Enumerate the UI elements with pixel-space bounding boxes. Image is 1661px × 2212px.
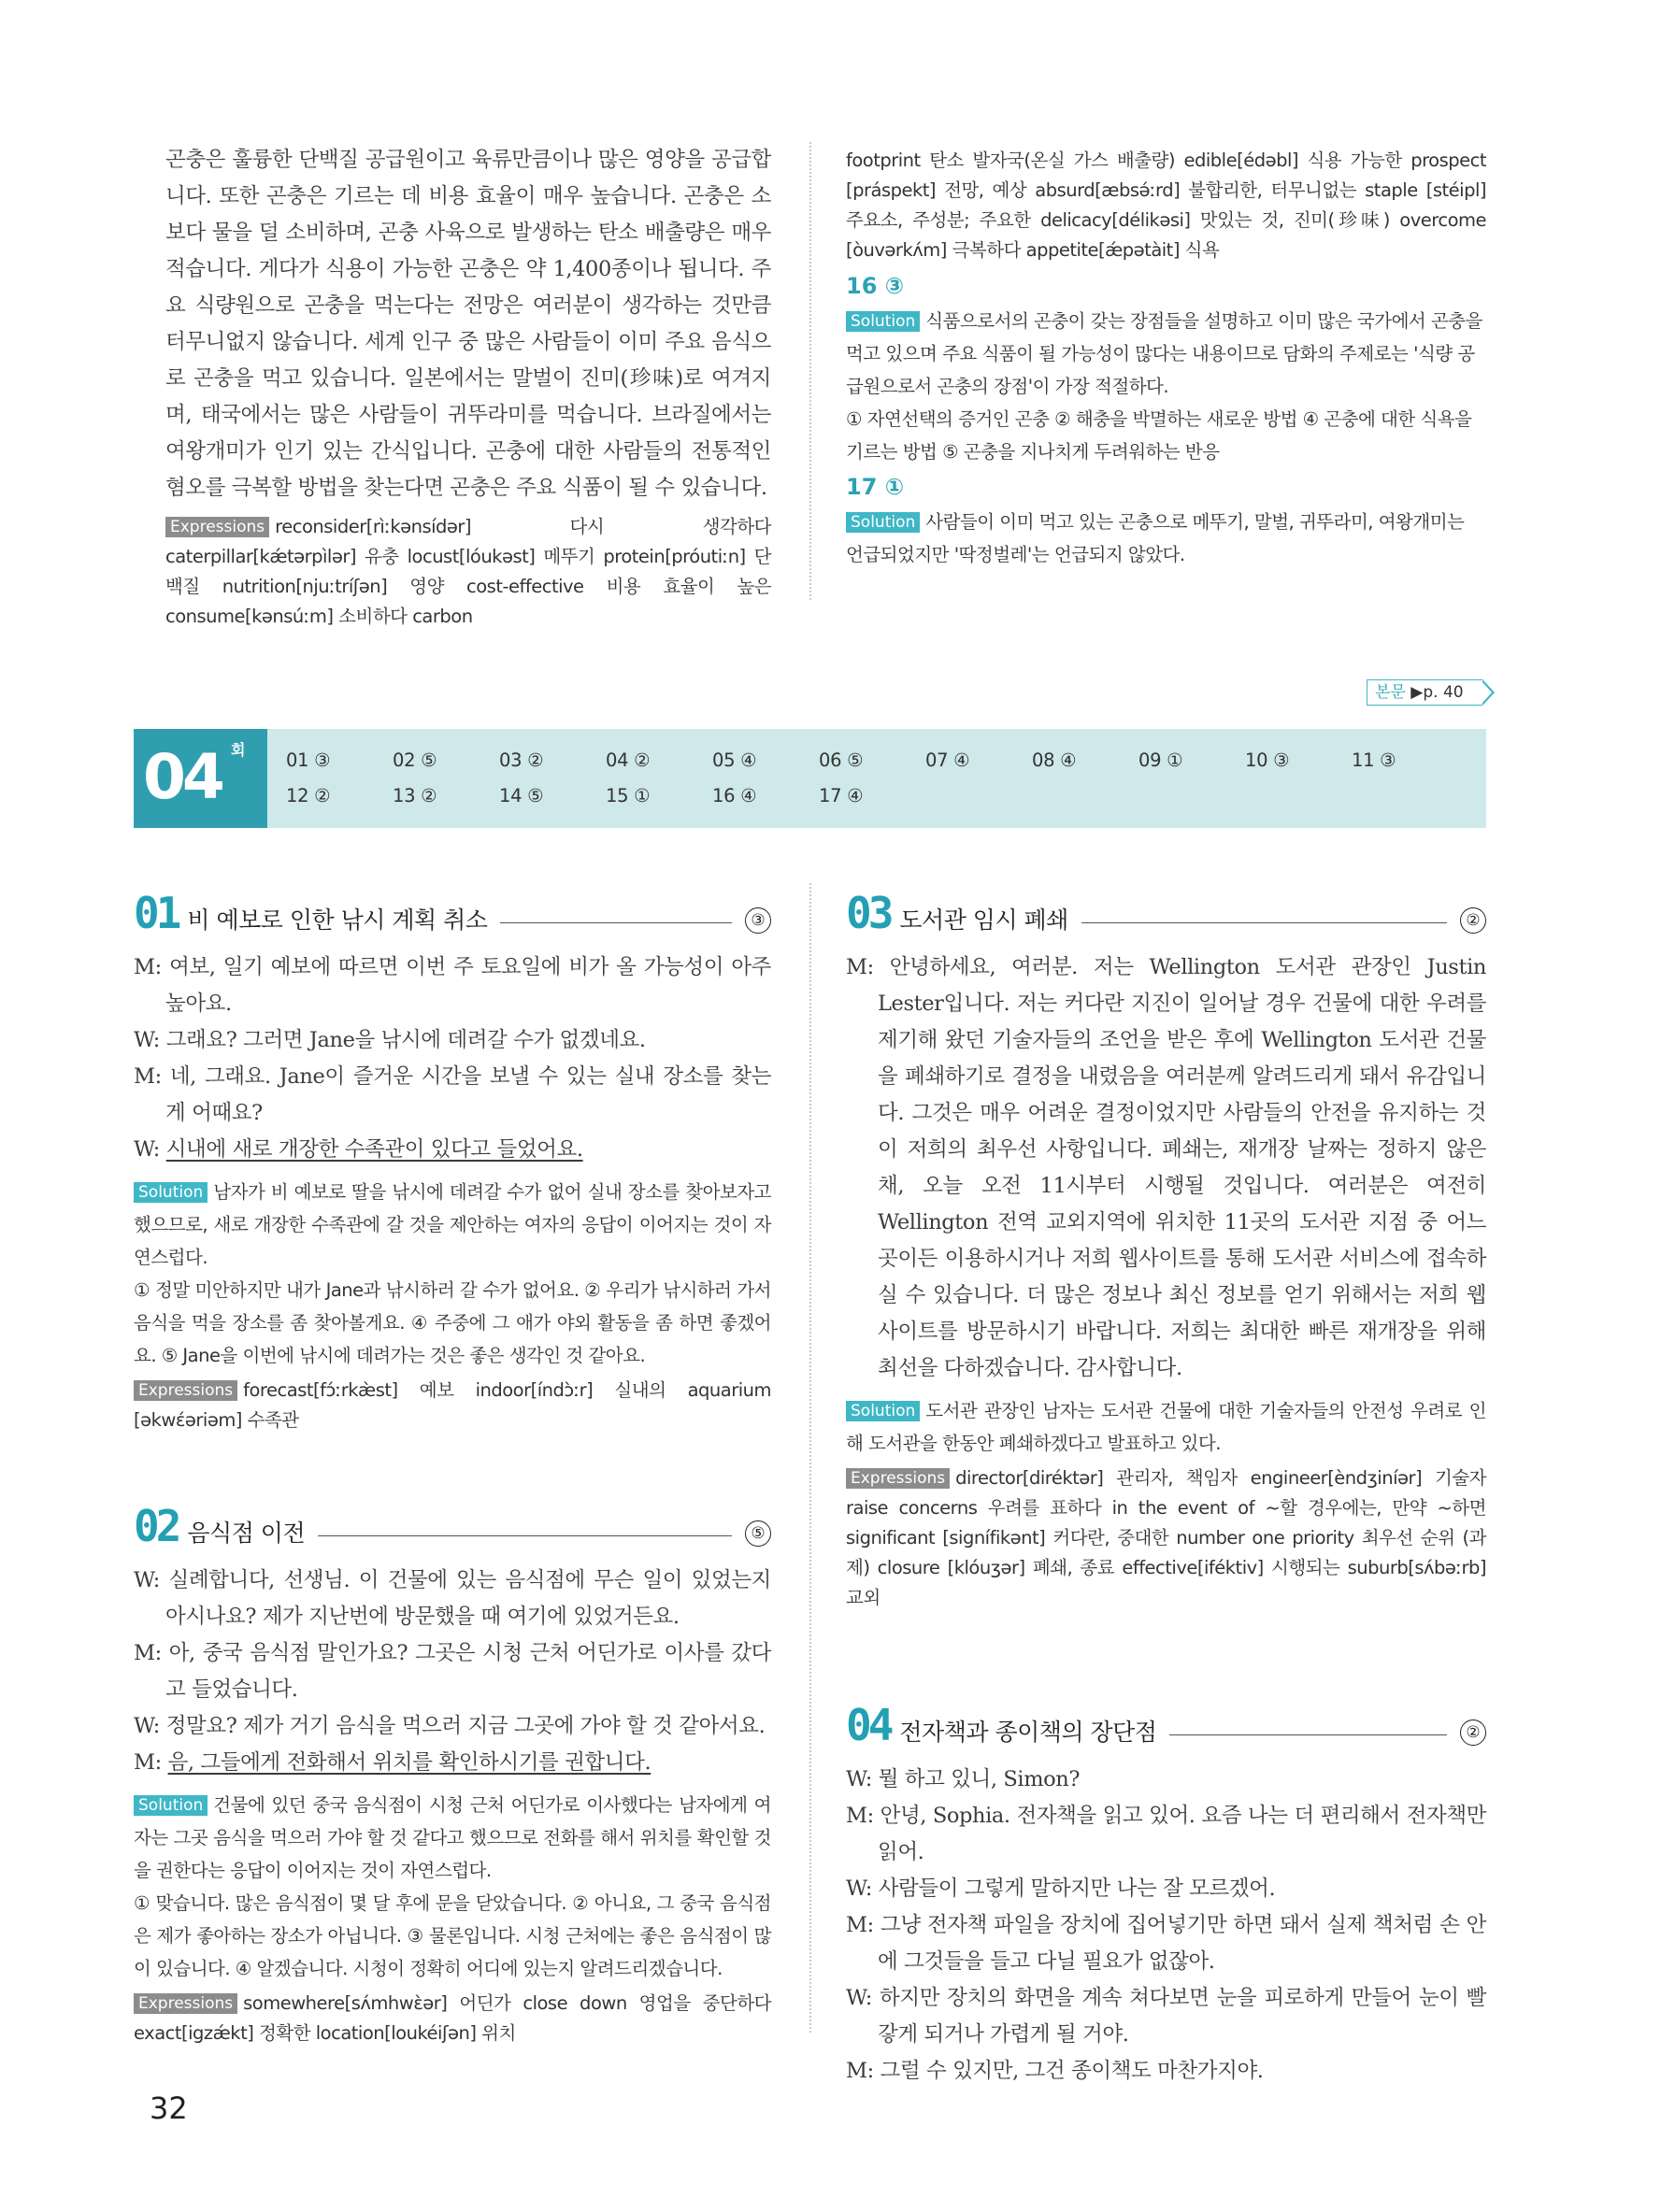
section-title: 비 예보로 인한 낚시 계획 취소 [187, 906, 488, 934]
section-03-body [846, 949, 1486, 1613]
section-01-body [134, 949, 771, 1435]
test-number: 04 [143, 741, 222, 813]
dialog-line: M: 여보, 일기 예보에 따르면 이번 주 토요일에 비가 올 가능성이 아주 높아요. [134, 955, 771, 1016]
solution-block [846, 1394, 1486, 1460]
dialog-line [134, 1745, 771, 1781]
dialog-line: M: 안녕, Sophia. 전자책을 읽고 있어. 요즘 나는 더 편리해서 전자책만 읽어. [846, 1804, 1486, 1864]
answer-item: 10 ③ [1245, 749, 1290, 771]
answer-item: 08 ④ [1032, 749, 1077, 771]
section-03-header [846, 882, 1486, 938]
expressions-block [165, 512, 771, 632]
section-04-header [846, 1694, 1486, 1750]
expressions-text: somewhere[sʌ́mhwɛ̀ər] 어딘가 close down 영업을 중단하다 exact[igzǽkt] 정확한 location[loukéiʃən] 위치 [134, 1992, 771, 2044]
section-02-header [134, 1495, 771, 1551]
top-right-column [846, 146, 1486, 571]
q17-solution [846, 506, 1486, 571]
answer-line: 시내에 새로 개장한 수족관이 있다고 들었어요. [165, 1137, 583, 1162]
options-block: ① 정말 미안하지만 내가 Jane과 낚시하러 갈 수가 없어요. ② 우리가 낚시하러 가서 음식을 먹을 장소를 좀 찾아볼게요. ④ 주중에 그 애가 야외 활동을 좀 하면 좋겠어요. ⑤ Jane을 이번에 낚시에 데려가는 것은 좋은 생각인 것 같아요. [134, 1279, 771, 1366]
solution-label: Solution [846, 512, 920, 533]
expressions-label: Expressions [165, 517, 269, 537]
solution-label: Solution [846, 1401, 920, 1421]
answer-item: 15 ① [606, 785, 651, 806]
dialog-line: W: 하지만 장치의 화면을 계속 쳐다보면 눈을 피로하게 만들어 눈이 빨갛게 되거나 가렵게 될 거야. [846, 1986, 1486, 2047]
answer-line: 음, 그들에게 전화해서 위치를 확인하시기를 권합니다. [167, 1750, 652, 1775]
dialog-speaker: M: [134, 1750, 168, 1775]
answer-item: 07 ④ [925, 749, 970, 771]
options-block: ① 맞습니다. 많은 음식점이 몇 달 후에 문을 닫았습니다. ② 아니요, 그 중국 음식점은 제가 좋아하는 장소가 아닙니다. ③ 물론입니다. 시청 근처에는 좋은 음식점이 많이 있습니다. ④ 알겠습니다. 시청이 정확히 어디에 있는지 알려드리겠습니다. [134, 1892, 771, 1979]
answer-key-banner [134, 729, 1486, 828]
test-number-suffix: 회 [231, 741, 246, 759]
section-rule [500, 922, 732, 923]
answer-item: 01 ③ [286, 749, 331, 771]
section-rule [318, 1535, 732, 1536]
section-rule [1081, 922, 1447, 923]
expressions-text: director[diréktər] 관리자, 책임자 engineer[èndʒiníər] 기술자 raise concerns 우려를 표하다 in the event of ~할 경우에는, 만약 ~하면 significant [signífikənt] 커다란, 중대한 number one priority 최우선 순위 (과제) closure [klóuʒər] 폐쇄, 종료 effective[iféktiv] 시행되는 suburb[sʌ́bəːrb] 교외 [846, 1467, 1486, 1608]
answer-item: 06 ⑤ [819, 749, 864, 771]
solution-label: Solution [134, 1795, 208, 1816]
dialog-line: W: 그래요? 그러면 Jane을 낚시에 데려갈 수가 없겠네요. [134, 1028, 646, 1052]
dialog-line: M: 그럴 수 있지만, 그건 종이책도 마찬가지야. [846, 2059, 1264, 2083]
solution-text: 남자가 비 예보로 딸을 낚시에 데려갈 수가 없어 실내 장소를 찾아보자고 했으므로, 새로 개장한 수족관에 갈 것을 제안하는 여자의 응답이 이어지는 것이 자연스럽다. [134, 1181, 771, 1268]
vocab-block: footprint 탄소 발자국(온실 가스 배출량) edible[édəbl] 식용 가능한 prospect [práspekt] 전망, 예상 absurd[æbsə́ːrd] 불합리한, 터무니없는 staple [stéipl] 주요소, 주성분; 주요한 delicacy[délikəsi] 맛있는 것, 진미(珍味) overcome [òuvərkʌ́m] 극복하다 appetite[ǽpətàit] 식욕 [846, 150, 1486, 261]
section-answer: ② [1460, 1720, 1486, 1746]
expressions-block [846, 1463, 1486, 1613]
test-number-badge [134, 729, 267, 828]
section-number: 03 [846, 888, 891, 938]
solution-text: 도서관 관장인 남자는 도서관 건물에 대한 기술자들의 안전성 우려로 인해 도서관을 한동안 폐쇄하겠다고 발표하고 있다. [846, 1400, 1486, 1454]
dialog-line: W: 정말요? 제가 거기 음식을 먹으러 지금 그곳에 가야 할 것 같아서요. [134, 1714, 766, 1738]
section-01-header [134, 882, 771, 938]
q17-number: 17 ① [846, 474, 905, 500]
section-number: 01 [134, 888, 179, 938]
answer-item: 16 ④ [712, 785, 757, 806]
dialog-line: W: 뭘 하고 있니, Simon? [846, 1767, 1081, 1791]
section-rule [1169, 1734, 1447, 1735]
answer-item: 09 ① [1138, 749, 1183, 771]
answer-item: 12 ② [286, 785, 331, 806]
answer-item: 03 ② [499, 749, 544, 771]
expressions-label: Expressions [134, 1380, 237, 1401]
page-reference-page: ▶p. 40 [1410, 683, 1464, 702]
section-answer: ⑤ [745, 1520, 771, 1547]
expressions-block [134, 1989, 771, 2048]
section-title: 음식점 이전 [187, 1520, 306, 1547]
top-left-column [165, 142, 771, 632]
section-02-body [134, 1563, 771, 2048]
section-answer: ② [1460, 907, 1486, 934]
section-04-body [846, 1762, 1486, 2090]
section-number: 02 [134, 1501, 179, 1551]
page-number: 32 [150, 2091, 188, 2126]
page-reference-label: 본문 [1375, 683, 1406, 702]
dialog-line: M: 아, 중국 음식점 말인가요? 그곳은 시청 근처 어딘가로 이사를 갔다고 들었습니다. [134, 1641, 771, 1702]
answer-item: 14 ⑤ [499, 785, 544, 806]
solution-label: Solution [134, 1182, 208, 1203]
dialog-line: M: 네, 그래요. Jane이 즐거운 시간을 보낼 수 있는 실내 장소를 찾는 게 어때요? [134, 1064, 771, 1125]
dialog-line: M: 그냥 전자책 파일을 장치에 집어넣기만 하면 돼서 실제 책처럼 손 안에 그것들을 들고 다닐 필요가 없잖아. [846, 1913, 1486, 1974]
solution-text: 건물에 있던 중국 음식점이 시청 근처 어딘가로 이사했다는 남자에게 여자는 그곳 음식을 먹으러 가야 할 것 같다고 했으므로 전화를 해서 위치를 확인할 것을 권한다는 응답이 이어지는 것이 자연스럽다. [134, 1794, 771, 1881]
expressions-label: Expressions [846, 1468, 950, 1489]
answer-item: 13 ② [393, 785, 437, 806]
dialog-line [134, 1132, 771, 1168]
section-title: 전자책과 종이책의 장단점 [899, 1719, 1157, 1746]
solution-block [134, 1176, 771, 1274]
answer-item: 17 ④ [819, 785, 864, 806]
column-divider-top [809, 142, 811, 600]
column-divider-bottom [809, 883, 811, 2033]
answer-item: 11 ③ [1352, 749, 1396, 771]
section-answer: ③ [745, 907, 771, 934]
expressions-block [134, 1376, 771, 1435]
section-title: 도서관 임시 폐쇄 [899, 906, 1068, 934]
answer-item: 02 ⑤ [393, 749, 437, 771]
expressions-text: reconsider[rìːkənsídər] 다시 생각하다 caterpillar[kǽtərpìlər] 유충 locust[lóukəst] 메뚜기 protein[próutiːn] 단백질 nutrition[njuːtríʃən] 영양 cost-effective 비용 효율이 높은 consume[kənsúːm] 소비하다 carbon [165, 516, 771, 627]
solution-block [134, 1789, 771, 1887]
q17-solution-text: 사람들이 이미 먹고 있는 곤충으로 메뚜기, 말벌, 귀뚜라미, 여왕개미는 언급되었지만 '딱정벌레'는 언급되지 않았다. [846, 511, 1465, 565]
dialog-line: M: 안녕하세요, 여러분. 저는 Wellington 도서관 관장인 Justin Lester입니다. 저는 커다란 지진이 일어날 경우 건물에 대한 우려를 제기해 왔던 기술자들의 조언을 받은 후에 Wellington 도서관 건물을 폐쇄하기로 결정을 내렸음을 여러분께 알려드리게 돼서 유감입니다. 그것은 매우 어려운 결정이었지만 사람들의 안전을 유지하는 것이 저희의 최우선 사항입니다. 폐쇄는, 재개장 날짜는 정하지 않은 채, 오늘 오전 11시부터 시행될 것입니다. 여러분은 여전히 Wellington 전역 교외지역에 위치한 11곳의 도서관 지점 중 어느 곳이든 이용하시거나 저희 웹사이트를 통해 도서관 서비스에 접속하실 수 있습니다. 더 많은 정보나 최신 정보를 얻기 위해서는 저희 웹사이트를 방문하시기 바랍니다. 저희는 최대한 빠른 재개장을 위해 최선을 다하겠습니다. 감사합니다. [846, 955, 1486, 1380]
solution-label: Solution [846, 311, 920, 332]
dialog-line: W: 사람들이 그렇게 말하지만 나는 잘 모르겠어. [846, 1877, 1276, 1901]
expressions-text: forecast[fɔ́ːrkæ̀st] 예보 indoor[índɔ̀ːr] 실내의 aquarium [əkwɛ́əriəm] 수족관 [134, 1379, 771, 1431]
answer-item: 04 ② [606, 749, 651, 771]
q16-number: 16 ③ [846, 273, 905, 299]
speech-paragraph: 곤충은 훌륭한 단백질 공급원이고 육류만큼이나 많은 영양을 공급합니다. 또한 곤충은 기르는 데 비용 효율이 매우 높습니다. 곤충은 소보다 물을 덜 소비하며, 곤충 사육으로 발생하는 탄소 배출량은 매우 적습니다. 게다가 식용이 가능한 곤충은 약 1,400종이나 됩니다. 주요 식량원으로 곤충을 먹는다는 전망은 여러분이 생각하는 것만큼 터무니없지 않습니다. 세계 인구 중 많은 사람들이 이미 주요 음식으로 곤충을 먹고 있습니다. 일본에서는 말벌이 진미(珍味)로 여겨지며, 태국에서는 많은 사람들이 귀뚜라미를 먹습니다. 브라질에서는 여왕개미가 인기 있는 간식입니다. 곤충에 대한 사람들의 전통적인 혐오를 극복할 방법을 찾는다면 곤충은 주요 식품이 될 수 있습니다. [165, 148, 771, 500]
dialog-speaker: W: [134, 1137, 166, 1162]
dialog-line: W: 실례합니다, 선생님. 이 건물에 있는 음식점에 무슨 일이 있었는지 아시나요? 제가 지난번에 방문했을 때 여기에 있었거든요. [134, 1568, 771, 1629]
q16-solution [846, 305, 1486, 403]
q16-options: ① 자연선택의 증거인 곤충 ② 해충을 박멸하는 새로운 방법 ④ 곤충에 대한 식욕을 기르는 방법 ⑤ 곤충을 지나치게 두려워하는 반응 [846, 408, 1472, 463]
page-reference-tag [1367, 679, 1482, 706]
expressions-label: Expressions [134, 1993, 237, 2014]
q16-solution-text: 식품으로서의 곤충이 갖는 장점들을 설명하고 이미 많은 국가에서 곤충을 먹고 있으며 주요 식품이 될 가능성이 많다는 내용이므로 담화의 주제로는 '식량 공급원으로서 곤충의 장점'이 가장 적절하다. [846, 310, 1482, 397]
section-number: 04 [846, 1700, 891, 1750]
answer-item: 05 ④ [712, 749, 757, 771]
